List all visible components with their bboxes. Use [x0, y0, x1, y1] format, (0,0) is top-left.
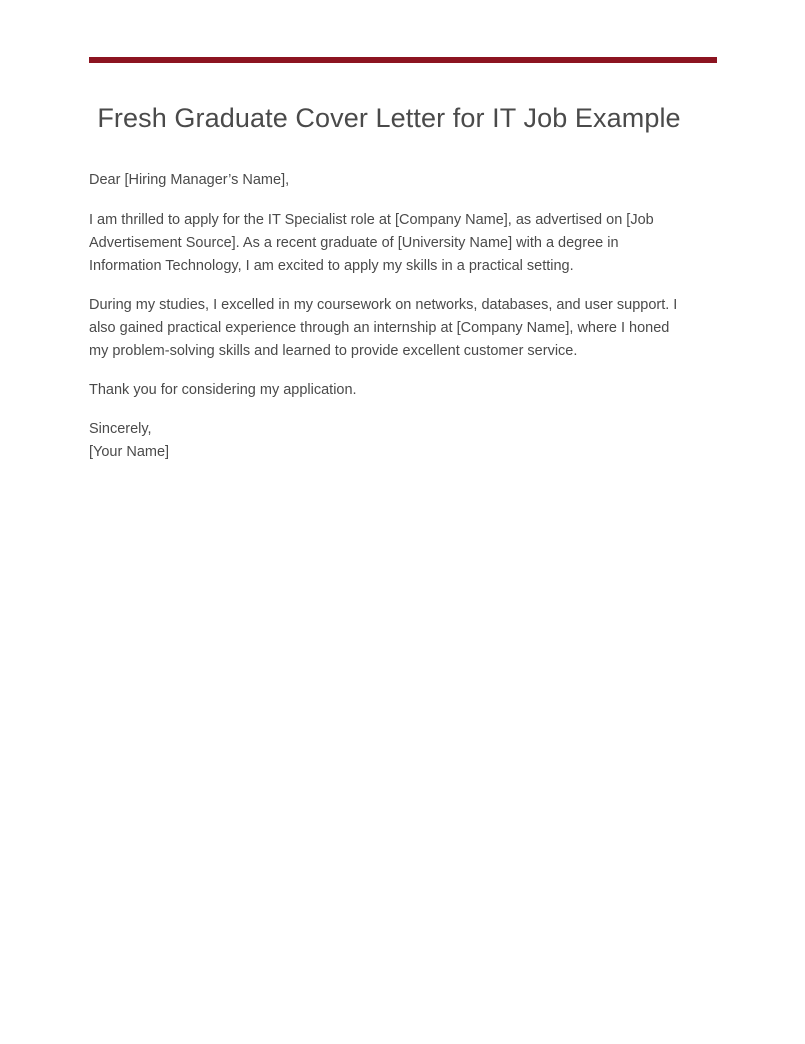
letter-paragraph-3: Thank you for considering my application. [89, 382, 357, 398]
closing-signature: [Your Name] [89, 444, 170, 460]
letter-salutation: Dear [Hiring Manager’s Name], [89, 172, 290, 188]
letter-paragraph-1: I am thrilled to apply for the IT Specialist role at [Company Name], as advertised on [Job Advertisement Source]. As a recent graduate of [University Name] with a degree in Information Technology, I am excited to apply my skills in a practical setting. [89, 212, 654, 274]
header-accent-rule [89, 57, 717, 63]
letter-paragraph-2: During my studies, I excelled in my coursework on networks, databases, and user support. I also gained practical experience through an internship at [Company Name], where I honed my problem-solving skills and learned to provide excellent customer service. [89, 297, 678, 359]
closing-valediction: Sincerely, [89, 421, 152, 437]
page-title: Fresh Graduate Cover Letter for IT Job Example [97, 103, 681, 133]
letter-content [89, 98, 689, 464]
letter-closing [89, 418, 689, 464]
